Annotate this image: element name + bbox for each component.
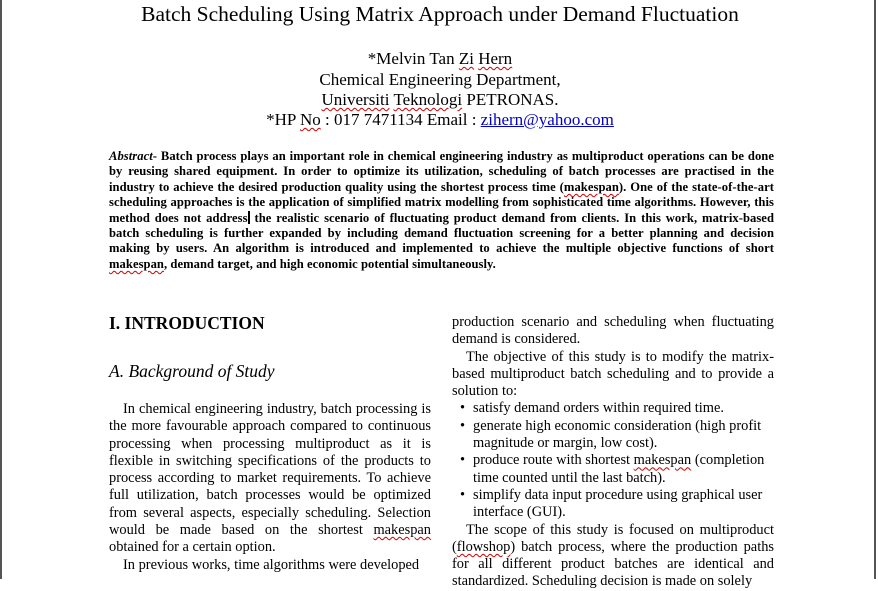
bullet-icon: • [460,400,466,417]
abstract-text-2: ). One of the state-of-the-art scheduling approaches is the application of simplified matrix modelling from sophisticated time algorithms. However, this method does not address [109,179,774,225]
paper-title: Batch Scheduling Using Matrix Approach under Demand Fluctuation [141,2,739,26]
spell-flag-makespan: makespan [563,179,619,194]
spell-flag-teknologi: Teknologi [393,90,463,109]
abstract-paragraph[interactable] [109,149,774,272]
subsection-heading-background: A. Background of Study [109,361,275,381]
abstract-text-4: , demand target, and high economic potential simultaneously. [164,256,496,271]
section-heading-introduction: I. INTRODUCTION [109,313,265,333]
left-p1-text-end: obtained for a certain option. [109,539,276,556]
left-paragraph-1 [109,401,431,557]
spell-flag-makespan-3: makespan [373,522,431,539]
right-column[interactable] [452,314,774,591]
list-item [452,452,774,487]
author-contact [2,110,878,130]
left-column[interactable] [109,401,431,574]
spell-flag-zi: Zi [458,49,474,68]
spell-flag-universiti: Universiti [321,90,390,109]
author-university [2,90,878,110]
right-p2-text: The scope of this study is focused on multiproduct ( [452,521,774,555]
objective-list [452,400,774,521]
author-department: Chemical Engineering Department, [319,70,561,89]
spell-flag-flowshop: flowshop [456,538,511,555]
spell-flag-no: No [299,110,321,129]
list-item-text: generate high economic consideration (high profit magnitude or margin, low cost). [473,417,762,452]
list-item-text: produce route with shortest [473,452,634,469]
list-item-text: simplify data input procedure using graphical user interface (GUI). [473,486,763,521]
left-p1-text: In chemical engineering industry, batch processing is the more favourable approach compared to continuous processing when processing multiproduct as it is flexible in switching specifications of the products to process according to market requirements. To achieve full utilization, batch processes would be optimized from several aspects, especially scheduling. Selection would be made based on the shortest [109,401,431,539]
list-item [452,418,774,453]
email-link[interactable]: zihern@yahoo.com [480,110,614,129]
right-p2-text-end: ) batch process, where the production paths for all different product batches are identical and standardized. Scheduling decision is made on solely [452,538,774,590]
right-paragraph-2 [452,522,774,591]
hp-prefix: *HP [266,110,300,129]
spell-flag-makespan-4: makespan [633,452,692,469]
left-paragraph-2: In previous works, time algorithms were developed [123,556,420,573]
abstract-text-3: the realistic scenario of fluctuating product demand from clients. In this work, matrix-based batch scheduling is further expanded by including demand fluctuation screening for a better planning and decision making by users. An algorithm is introduced and implemented to achieve the multiple objective functions of short [109,210,775,256]
author-name [2,49,878,69]
university-rest: PETRONAS. [462,90,559,109]
spell-flag-hern: Hern [478,49,513,68]
bullet-icon: • [460,452,466,469]
abstract-text-1: Batch process plays an important role in chemical engineering industry as multiproduct operations can be done by reusing shared equipment. In order to optimize its utilization, scheduling of batch processes are practised in the industry to achieve the desired production quality using the shortest process time ( [109,149,774,194]
right-paragraph-1: The objective of this study is to modify the matrix-based multiproduct batch scheduling and to provide a solution to: [452,348,774,400]
list-item-text: satisfy demand orders within required time. [473,400,724,417]
bullet-icon: • [460,417,466,434]
hp-number-text: : 017 7471134 Email : [320,110,481,129]
list-item [452,487,774,522]
spell-flag-makespan-2: makespan [109,256,164,271]
bullet-icon: • [460,486,466,503]
list-item [452,400,774,417]
right-paragraph-0: production scenario and scheduling when fluctuating demand is considered. [452,314,774,348]
abstract-dash: - [152,149,161,163]
abstract-label: Abstract [109,149,153,163]
list-item-text-end: (completion time counted until the last batch). [473,452,765,486]
author-name-text: *Melvin Tan [367,49,459,68]
